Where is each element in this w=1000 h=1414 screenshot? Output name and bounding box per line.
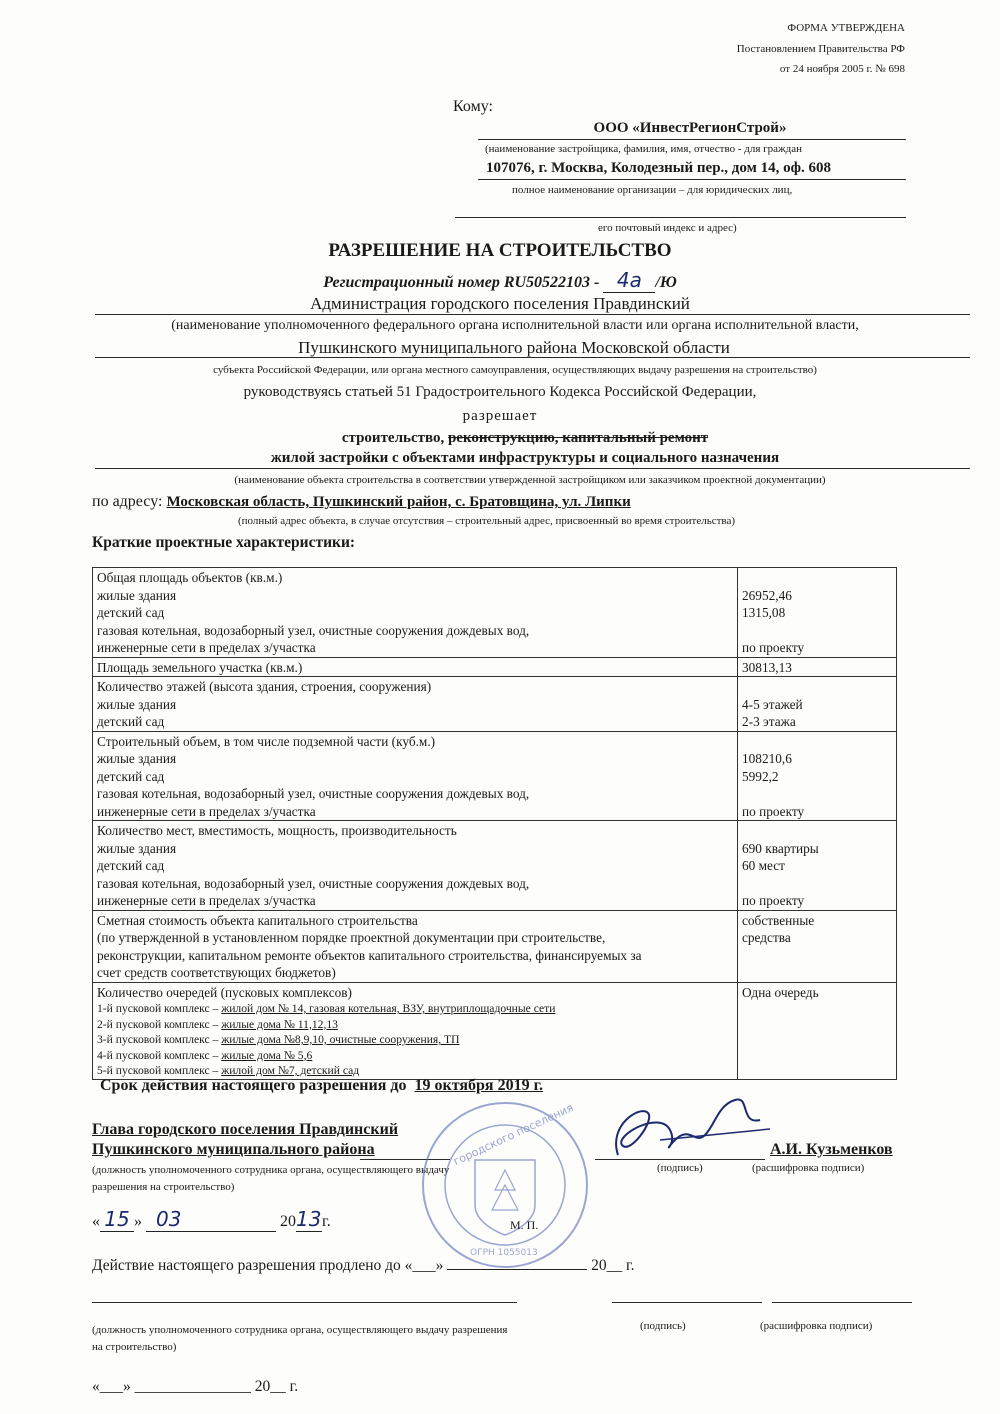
stamp-ogrn: ОГРН 1055013 <box>470 1248 538 1258</box>
row-value-cell <box>738 568 897 658</box>
construction-type <box>0 430 1000 447</box>
launch-complex-item <box>97 1001 733 1017</box>
row-label-cell <box>93 821 738 911</box>
official-stamp <box>420 1100 590 1270</box>
extension-label: Действие настоящего разрешения продлено до «___» <box>92 1257 444 1274</box>
signer-position-1: Глава городского поселения Правдинский <box>92 1121 399 1138</box>
row-label-line: Строительный объем, в том числе подземной части (куб.м.) <box>97 733 436 749</box>
row-label-cell <box>93 677 738 732</box>
signer-name: А.И. Кузьменков <box>770 1141 893 1158</box>
authority-line-1 <box>95 314 970 315</box>
row-value-line: по проекту <box>742 893 805 908</box>
row-label-line: газовая котельная, водозаборный узел, очистные сооружения дождевых вод, <box>97 622 530 638</box>
issue-year: 13 <box>296 1207 322 1231</box>
form-decree-label: Постановлением Правительства РФ <box>736 43 905 55</box>
postal-line <box>455 217 906 218</box>
stamp-inner-text: городского поселения <box>451 1100 576 1169</box>
row-label-line: инженерные сети в пределах з/участка <box>97 893 316 908</box>
developer-name-line <box>478 139 906 140</box>
issue-date-close: » <box>134 1213 142 1230</box>
row-value-line: 26952,46 <box>742 587 792 603</box>
row-value-line: 60 мест <box>742 858 785 873</box>
postal-caption: его почтовый индекс и адрес) <box>598 222 737 234</box>
authority-caption-1: (наименование уполномоченного федерального органа исполнительной власти или органа исполнительной власти, <box>171 318 859 333</box>
row-label-line: жилые здания <box>97 696 177 712</box>
queues-value-cell <box>738 982 897 1079</box>
queues-label-cell <box>93 982 738 1079</box>
row-value-line <box>742 785 892 803</box>
row-label-line: инженерные сети в пределах з/участка <box>97 803 316 819</box>
row-value-line <box>742 678 892 696</box>
launch-complex-prefix: 4-й пусковой комплекс – <box>97 1048 222 1062</box>
signer-position-caption: (должность уполномоченного сотрудника органа, осуществляющего выдачу разрешения на строительство) <box>92 1164 450 1193</box>
row-label-cell <box>93 568 738 658</box>
signer-position-2: Пушкинского муниципального района <box>92 1141 375 1158</box>
validity-label: Срок действия настоящего разрешения до <box>100 1077 407 1094</box>
stamp-place-label: М. П. <box>510 1218 539 1232</box>
authority-line-2 <box>95 357 970 358</box>
row-label-cell <box>93 657 738 677</box>
row-label-line: Площадь земельного участка (кв.м.) <box>97 659 303 675</box>
developer-name: ООО «ИнвестРегионСтрой» <box>593 120 787 136</box>
issue-year-suffix: г. <box>322 1213 331 1230</box>
extension-signature-caption: (подпись) <box>640 1320 686 1332</box>
launch-complex-item <box>97 1017 733 1033</box>
launch-complex-prefix: 2-й пусковой комплекс – <box>97 1017 222 1031</box>
construction-type-struck: реконструкцию, капитальный ремонт <box>447 430 709 446</box>
launch-complex-value: жилой дом №7, детский сад <box>221 1064 360 1077</box>
row-label-line: Количество мест, вместимость, мощность, производительность <box>97 823 457 838</box>
row-value-line: 1315,08 <box>742 605 786 620</box>
launch-complex-value: жилые дома № 5,6 <box>221 1048 313 1062</box>
row-value-line: собственные <box>742 912 815 928</box>
row-value-cell <box>738 677 897 732</box>
registration-suffix: /Ю <box>655 274 677 291</box>
row-label-line: детский сад <box>97 768 165 784</box>
row-label-line: реконструкции, капитальном ремонте объектов капитального строительства, финансируемых за <box>97 947 642 963</box>
row-label-line: Сметная стоимость объекта капитального строительства <box>97 912 418 928</box>
validity-date: 19 октября 2019 г. <box>414 1077 544 1094</box>
developer-address-line <box>478 179 906 180</box>
row-label-line: жилые здания <box>97 587 177 603</box>
row-value-line: средства <box>742 930 791 945</box>
row-value-line: 108210,6 <box>742 751 792 766</box>
row-label-line: жилые здания <box>97 840 177 856</box>
to-label: Кому: <box>453 98 493 115</box>
object-address: Московская область, Пушкинский район, с. Братовщина, ул. Липки <box>166 494 631 510</box>
document-title: РАЗРЕШЕНИЕ НА СТРОИТЕЛЬСТВО <box>328 240 672 261</box>
authority-name: Администрация городского поселения Правдинский <box>310 294 690 313</box>
form-approved-label: ФОРМА УТВЕРЖДЕНА <box>787 22 905 34</box>
extension-decode-line <box>772 1302 912 1303</box>
row-value-line: 690 квартиры <box>742 840 819 856</box>
row-label-line: жилые здания <box>97 751 177 766</box>
issue-month: 03 <box>146 1207 276 1232</box>
row-value-line: 2-3 этажа <box>742 714 796 729</box>
issue-date-open: « <box>92 1213 100 1230</box>
queues-title: Количество очередей (пусковых комплексов) <box>97 984 352 1000</box>
table-row <box>93 731 897 821</box>
address-row <box>92 493 631 511</box>
row-value-line: 4-5 этажей <box>742 696 803 712</box>
handwritten-signature <box>600 1085 780 1175</box>
row-label-line: газовая котельная, водозаборный узел, очистные сооружения дождевых вод, <box>97 875 530 891</box>
extension-date-line: «___» _______________ 20__ г. <box>92 1378 299 1395</box>
extension-position-caption: (должность уполномоченного сотрудника органа, осуществляющего выдачу разрешения на строительство) <box>92 1324 508 1353</box>
permits-text: разрешает <box>462 408 538 424</box>
row-label-line: детский сад <box>97 714 165 729</box>
row-label-cell <box>93 731 738 821</box>
launch-complex-prefix: 3-й пусковой комплекс – <box>97 1033 222 1046</box>
table-row <box>93 568 897 658</box>
queues-row <box>93 982 897 1079</box>
row-label-line: инженерные сети в пределах з/участка <box>97 640 316 655</box>
row-label-line: Количество этажей (высота здания, строения, сооружения) <box>97 679 432 694</box>
authority-caption-2: субъекта Российской Федерации, или органа местного самоуправления, осуществляющих выдачу разрешения на строительство) <box>213 364 817 376</box>
developer-address: 107076, г. Москва, Колодезный пер., дом 14, оф. 608 <box>486 160 831 176</box>
extension-position-line <box>92 1302 517 1303</box>
row-value-line <box>742 569 892 587</box>
launch-complex-value: жилой дом № 14, газовая котельная, ВЗУ, внутриплощадочные сети <box>221 1002 556 1015</box>
extension-month-line <box>447 1269 587 1270</box>
signature-caption: (подпись) <box>657 1162 703 1174</box>
issue-date <box>92 1207 331 1232</box>
queues-value: Одна очередь <box>742 984 819 1000</box>
form-decree-date: от 24 ноября 2005 г. № 698 <box>779 63 905 75</box>
extension-decode-caption: (расшифровка подписи) <box>760 1320 873 1332</box>
row-value-cell <box>738 657 897 677</box>
row-value-line: 5992,2 <box>742 768 779 784</box>
launch-complex-value: жилые дома № 11,12,13 <box>221 1017 338 1031</box>
developer-address-caption: полное наименование организации – для юридических лиц, <box>512 184 793 196</box>
construction-type-plain: строительство, <box>341 430 448 446</box>
object-name: жилой застройки с объектами инфраструктуры и социального назначения <box>270 450 780 466</box>
registration-handwritten: 4а <box>603 268 655 293</box>
launch-complex-item <box>97 1032 733 1048</box>
validity-row <box>100 1077 543 1095</box>
decode-caption: (расшифровка подписи) <box>752 1162 865 1174</box>
registration-number <box>0 268 1000 293</box>
row-value-line: 30813,13 <box>742 659 792 675</box>
table-row <box>93 821 897 911</box>
table-row <box>93 657 897 677</box>
row-value-line: по проекту <box>742 803 805 819</box>
row-value-cell <box>738 821 897 911</box>
characteristics-heading: Краткие проектные характеристики: <box>92 534 356 551</box>
row-label-cell <box>93 910 738 982</box>
authority-district: Пушкинского муниципального района Московской области <box>298 338 730 357</box>
object-line <box>95 468 970 469</box>
address-caption: (полный адрес объекта, в случае отсутствия – строительный адрес, присвоенный во время строительства) <box>238 515 735 527</box>
object-caption: (наименование объекта строительства в соответствии утвержденной застройщиком или заказчиком проектной документации) <box>234 474 826 486</box>
row-value-line <box>742 822 892 840</box>
row-label-line: газовая котельная, водозаборный узел, очистные сооружения дождевых вод, <box>97 786 530 801</box>
extension-signature-line <box>612 1302 762 1303</box>
row-value-line <box>742 733 892 751</box>
row-value-line <box>742 875 892 893</box>
extension-year: 20__ г. <box>591 1257 635 1274</box>
guided-by-text: руководствуясь статьей 51 Градостроительного Кодекса Российской Федерации, <box>243 384 757 400</box>
characteristics-table <box>92 567 897 1080</box>
launch-complex-value: жилые дома №8,9,10, очистные сооружения, ТП <box>221 1033 460 1046</box>
registration-prefix: Регистрационный номер RU50522103 - <box>323 274 600 291</box>
row-value-line: по проекту <box>742 640 805 655</box>
row-label-line: Общая площадь объектов (кв.м.) <box>97 570 283 585</box>
row-label-line: детский сад <box>97 605 165 620</box>
row-label-line: счет средств соответствующих бюджетов) <box>97 965 336 980</box>
row-value-cell <box>738 910 897 982</box>
row-label-line: детский сад <box>97 858 165 873</box>
launch-complex-item <box>97 1048 733 1064</box>
launch-complex-prefix: 5-й пусковой комплекс – <box>97 1064 222 1077</box>
row-value-cell <box>738 731 897 821</box>
table-row <box>93 910 897 982</box>
issue-year-prefix: 20 <box>280 1213 296 1230</box>
developer-name-caption: (наименование застройщика, фамилия, имя, отчество - для граждан <box>485 143 803 155</box>
extension-text <box>92 1257 635 1275</box>
issue-day: 15 <box>100 1207 134 1232</box>
row-value-line <box>742 622 892 640</box>
launch-complex-prefix: 1-й пусковой комплекс – <box>97 1002 222 1015</box>
table-row <box>93 677 897 732</box>
row-label-line: (по утвержденной в установленном порядке проектной документации при строительстве, <box>97 930 606 945</box>
address-label: по адресу: <box>92 493 163 510</box>
